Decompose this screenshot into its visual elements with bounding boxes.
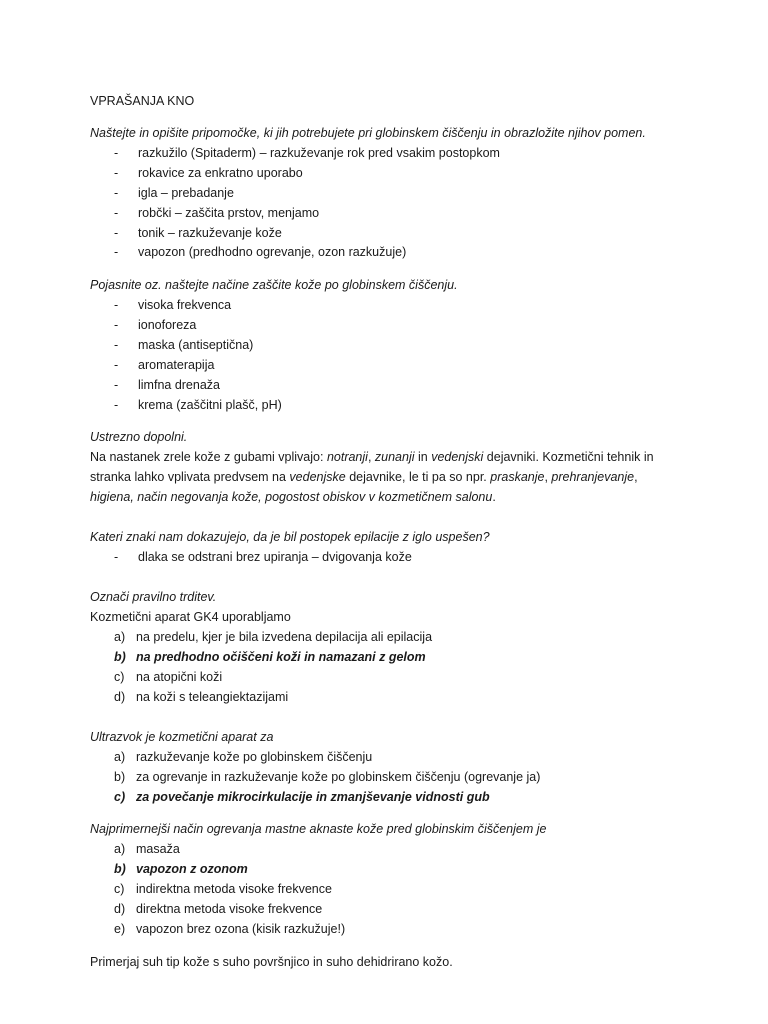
option-text: za povečanje mikrocirkulacije in zmanjševanje vidnosti gub <box>136 790 490 804</box>
list-item <box>114 356 214 374</box>
option-d <box>114 900 322 918</box>
answer-fill: vedenjske <box>289 470 346 484</box>
option-text: direktna metoda visoke frekvence <box>136 902 323 916</box>
list-item <box>114 296 231 314</box>
list-item <box>114 204 319 222</box>
question-6: Ultrazvok je kozmetični aparat za <box>90 730 274 744</box>
list-item <box>114 224 282 242</box>
answer-paragraph-line <box>90 448 654 466</box>
list-item-text: igla – prebadanje <box>138 186 234 200</box>
answer-text: in <box>414 450 432 464</box>
option-a <box>114 748 372 766</box>
answer-fill: notranji <box>326 450 368 464</box>
option-text: masaža <box>136 842 180 856</box>
option-mark: c) <box>114 670 125 684</box>
option-d <box>114 688 288 706</box>
option-mark: c) <box>114 790 126 804</box>
list-item-text: dlaka se odstrani brez upiranja – dvigovanja kože <box>138 550 412 564</box>
question-5: Označi pravilno trditev. <box>90 590 217 604</box>
option-mark: b) <box>114 770 126 784</box>
question-7: Najprimernejši način ogrevanja mastne aknaste kože pred globinskim čiščenjem je <box>90 822 547 836</box>
question-3: Ustrezno dopolni. <box>90 430 188 444</box>
dash-bullet: - <box>114 378 119 392</box>
option-c <box>114 668 222 686</box>
list-item <box>114 548 412 566</box>
option-text: za ogrevanje in razkuževanje kože po globinskem čiščenju (ogrevanje ja) <box>136 770 541 784</box>
option-b <box>114 768 540 786</box>
page-title: VPRAŠANJA KNO <box>90 94 195 108</box>
dash-bullet: - <box>114 186 119 200</box>
list-item <box>114 316 196 334</box>
list-item-text: robčki – zaščita prstov, menjamo <box>138 206 320 220</box>
option-mark: a) <box>114 842 126 856</box>
dash-bullet: - <box>114 298 119 312</box>
option-text: vapozon brez ozona (kisik razkužuje!) <box>136 922 346 936</box>
list-item-text: limfna drenaža <box>138 378 220 392</box>
option-b-correct <box>114 648 426 666</box>
dash-bullet: - <box>114 206 119 220</box>
dash-bullet: - <box>114 226 119 240</box>
answer-fill: prehranjevanje <box>551 470 635 484</box>
option-text: na predhodno očiščeni koži in namazani z gelom <box>136 650 426 664</box>
list-item <box>114 336 253 354</box>
list-item-text: aromaterapija <box>138 358 215 372</box>
question-2: Pojasnite oz. naštejte načine zaščite kože po globinskem čiščenju. <box>90 278 458 292</box>
list-item-text: visoka frekvenca <box>138 298 232 312</box>
answer-fill: vedenjski <box>431 450 484 464</box>
option-text: na predelu, kjer je bila izvedena depilacija ali epilacija <box>136 630 433 644</box>
answer-fill: praskanje <box>490 470 545 484</box>
question-1: Naštejte in opišite pripomočke, ki jih potrebujete pri globinskem čiščenju in obrazložite njihov pomen. <box>90 126 646 140</box>
answer-paragraph-line <box>90 468 638 486</box>
list-item-text: razkužilo (Spitaderm) – razkuževanje rok pred vsakim postopkom <box>138 146 500 160</box>
option-text: na koži s teleangiektazijami <box>136 690 289 704</box>
list-item <box>114 243 406 261</box>
option-mark: a) <box>114 750 126 764</box>
dash-bullet: - <box>114 245 119 259</box>
option-a <box>114 840 180 858</box>
option-a <box>114 628 432 646</box>
option-text: vapozon z ozonom <box>136 862 248 876</box>
option-mark: e) <box>114 922 126 936</box>
option-c-correct <box>114 788 490 806</box>
list-item-text: maska (antiseptična) <box>138 338 254 352</box>
list-item-text: vapozon (predhodno ogrevanje, ozon razkužuje) <box>138 245 407 259</box>
list-item-text: krema (zaščitni plašč, pH) <box>138 398 282 412</box>
option-text: razkuževanje kože po globinskem čiščenju <box>136 750 373 764</box>
answer-text: stranka lahko vplivata predvsem na <box>90 470 290 484</box>
question-8: Primerjaj suh tip kože s suho površnjico in suho dehidrirano kožo. <box>90 955 453 969</box>
list-item <box>114 164 303 182</box>
option-mark: b) <box>114 862 126 876</box>
answer-text: , <box>367 450 375 464</box>
option-b-correct <box>114 860 248 878</box>
answer-text: . <box>492 490 496 504</box>
list-item <box>114 396 282 414</box>
option-mark: b) <box>114 650 126 664</box>
dash-bullet: - <box>114 146 119 160</box>
option-mark: d) <box>114 902 126 916</box>
answer-text: dejavnike, le ti pa so npr. <box>345 470 491 484</box>
list-item-text: tonik – razkuževanje kože <box>138 226 282 240</box>
dash-bullet: - <box>114 550 119 564</box>
list-item-text: rokavice za enkratno uporabo <box>138 166 303 180</box>
answer-fill: zunanji <box>374 450 415 464</box>
option-text: na atopični koži <box>136 670 223 684</box>
option-mark: d) <box>114 690 126 704</box>
answer-text: dejavniki. Kozmetični tehnik in <box>483 450 654 464</box>
dash-bullet: - <box>114 166 119 180</box>
option-mark: c) <box>114 882 125 896</box>
answer-paragraph-line <box>90 488 496 506</box>
dash-bullet: - <box>114 398 119 412</box>
answer-fill: higiena, način negovanja kože, pogostost obiskov v kozmetičnem salonu <box>90 490 493 504</box>
option-c <box>114 880 332 898</box>
question-4: Kateri znaki nam dokazujejo, da je bil postopek epilacije z iglo uspešen? <box>90 530 490 544</box>
answer-text: , <box>544 470 552 484</box>
answer-text: Na nastanek zrele kože z gubami vplivajo: <box>90 450 327 464</box>
option-text: indirektna metoda visoke frekvence <box>136 882 332 896</box>
option-mark: a) <box>114 630 126 644</box>
list-item <box>114 184 234 202</box>
list-item-text: ionoforeza <box>138 318 197 332</box>
list-item <box>114 144 500 162</box>
dash-bullet: - <box>114 338 119 352</box>
dash-bullet: - <box>114 318 119 332</box>
option-e <box>114 920 345 938</box>
dash-bullet: - <box>114 358 119 372</box>
question-stem: Kozmetični aparat GK4 uporabljamo <box>90 610 291 624</box>
answer-text: , <box>634 470 638 484</box>
list-item <box>114 376 220 394</box>
